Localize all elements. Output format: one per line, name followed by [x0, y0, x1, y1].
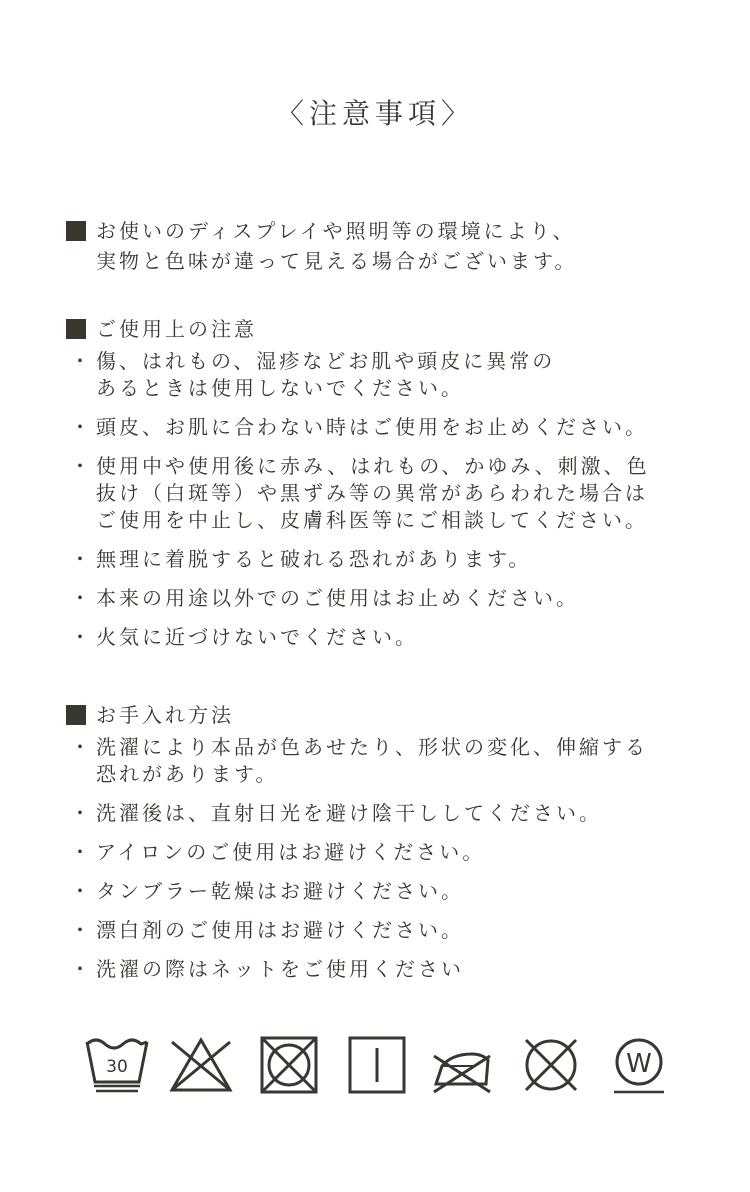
usage-caution-item-line: ご使用を中止し、皮膚科医等にご相談してください。 [96, 508, 648, 532]
bullet-dot-icon: ・ [70, 735, 93, 759]
no-bleach-icon [168, 1034, 234, 1096]
usage-heading-text: ご使用上の注意 [96, 317, 257, 341]
intro-line-1: お使いのディスプレイや照明等の環境により、 [96, 219, 576, 243]
care-item [66, 734, 706, 788]
usage-caution-item-text [96, 453, 706, 534]
care-item [66, 956, 706, 983]
bullet-dot-icon: ・ [70, 625, 93, 649]
care-item-line: 恐れがあります。 [96, 762, 279, 786]
usage-caution-item-text [96, 414, 706, 441]
care-item [66, 800, 706, 827]
usage-caution-item-line: 頭皮、お肌に合わない時はご使用をお止めください。 [96, 415, 648, 439]
care-item [66, 917, 706, 944]
square-bullet-icon [66, 221, 86, 241]
bullet-dot-icon: ・ [70, 586, 93, 610]
usage-caution-item [66, 453, 706, 534]
bullet-dot-icon: ・ [70, 918, 93, 942]
usage-caution-item-line: 傷、はれもの、湿疹などお肌や頭皮に異常の [96, 349, 556, 373]
bullet-dot-icon: ・ [70, 547, 93, 571]
usage-caution-item [66, 546, 706, 573]
usage-caution-item-text [96, 624, 706, 651]
bullet-dot-icon: ・ [70, 349, 93, 373]
page-title: 〈注意事項〉 [275, 97, 474, 130]
care-item [66, 839, 706, 866]
care-item-line: タンブラー乾燥はお避けください。 [96, 879, 464, 903]
usage-caution-item [66, 585, 706, 612]
bullet-dot-icon: ・ [70, 840, 93, 864]
bullet-dot-icon: ・ [70, 454, 93, 478]
intro-heading [66, 216, 706, 246]
intro-section [66, 216, 706, 276]
usage-caution-item [66, 624, 706, 651]
usage-caution-item-text [96, 585, 706, 612]
care-item-line: アイロンのご使用はお避けください。 [96, 840, 486, 864]
usage-caution-item-line: 本来の用途以外でのご使用はお止めください。 [96, 586, 579, 610]
care-item-text [96, 878, 706, 905]
usage-cautions-section [66, 314, 706, 651]
care-item-line: 漂白剤のご使用はお避けください。 [96, 918, 464, 942]
usage-heading [66, 314, 706, 344]
care-item-line: 洗濯後は、直射日光を避け陰干ししてください。 [96, 801, 602, 825]
wet-clean-icon [606, 1034, 672, 1096]
no-tumble-dry-icon [256, 1034, 322, 1096]
usage-caution-item-line: 無理に着脱すると破れる恐れがあります。 [96, 547, 532, 571]
usage-caution-item-line: 使用中や使用後に赤み、はれもの、かゆみ、刺激、色 [96, 454, 650, 478]
no-iron-icon [428, 1034, 494, 1096]
usage-caution-item-line: 火気に近づけないでください。 [96, 625, 418, 649]
care-item-line: 洗濯の際はネットをご使用ください [96, 957, 464, 981]
care-item [66, 878, 706, 905]
square-bullet-icon [66, 319, 86, 339]
usage-caution-item-line: あるときは使用しないでください。 [96, 376, 464, 400]
intro-line-2: 実物と色味が違って見える場合がございます。 [96, 249, 578, 273]
care-item-line: 洗濯により本品が色あせたり、形状の変化、伸縮する [96, 735, 648, 759]
care-item-text [96, 800, 706, 827]
care-item-text [96, 734, 706, 788]
care-section [66, 700, 706, 983]
usage-caution-item [66, 348, 706, 402]
care-heading-text: お手入れ方法 [96, 703, 234, 727]
care-item-text [96, 956, 706, 983]
bullet-dot-icon: ・ [70, 957, 93, 981]
bullet-dot-icon: ・ [70, 415, 93, 439]
usage-caution-item-text [96, 348, 706, 402]
no-dry-clean-icon [518, 1034, 584, 1096]
usage-caution-item-line: 抜け（白斑等）や黒ずみ等の異常があらわれた場合は [96, 481, 648, 505]
care-heading [66, 700, 706, 730]
wet-clean-letter: W [626, 1049, 652, 1079]
care-list [66, 734, 706, 983]
care-item-text [96, 839, 706, 866]
wash-30-icon [84, 1034, 150, 1096]
usage-cautions-list [66, 348, 706, 651]
bullet-dot-icon: ・ [70, 801, 93, 825]
care-item-text [96, 917, 706, 944]
care-symbols-row [78, 1034, 678, 1098]
wash-temp-text: 30 [106, 1057, 128, 1077]
usage-caution-item-text [96, 546, 706, 573]
usage-caution-item [66, 414, 706, 441]
line-dry-icon [344, 1034, 410, 1096]
bullet-dot-icon: ・ [70, 879, 93, 903]
square-bullet-icon [66, 705, 86, 725]
